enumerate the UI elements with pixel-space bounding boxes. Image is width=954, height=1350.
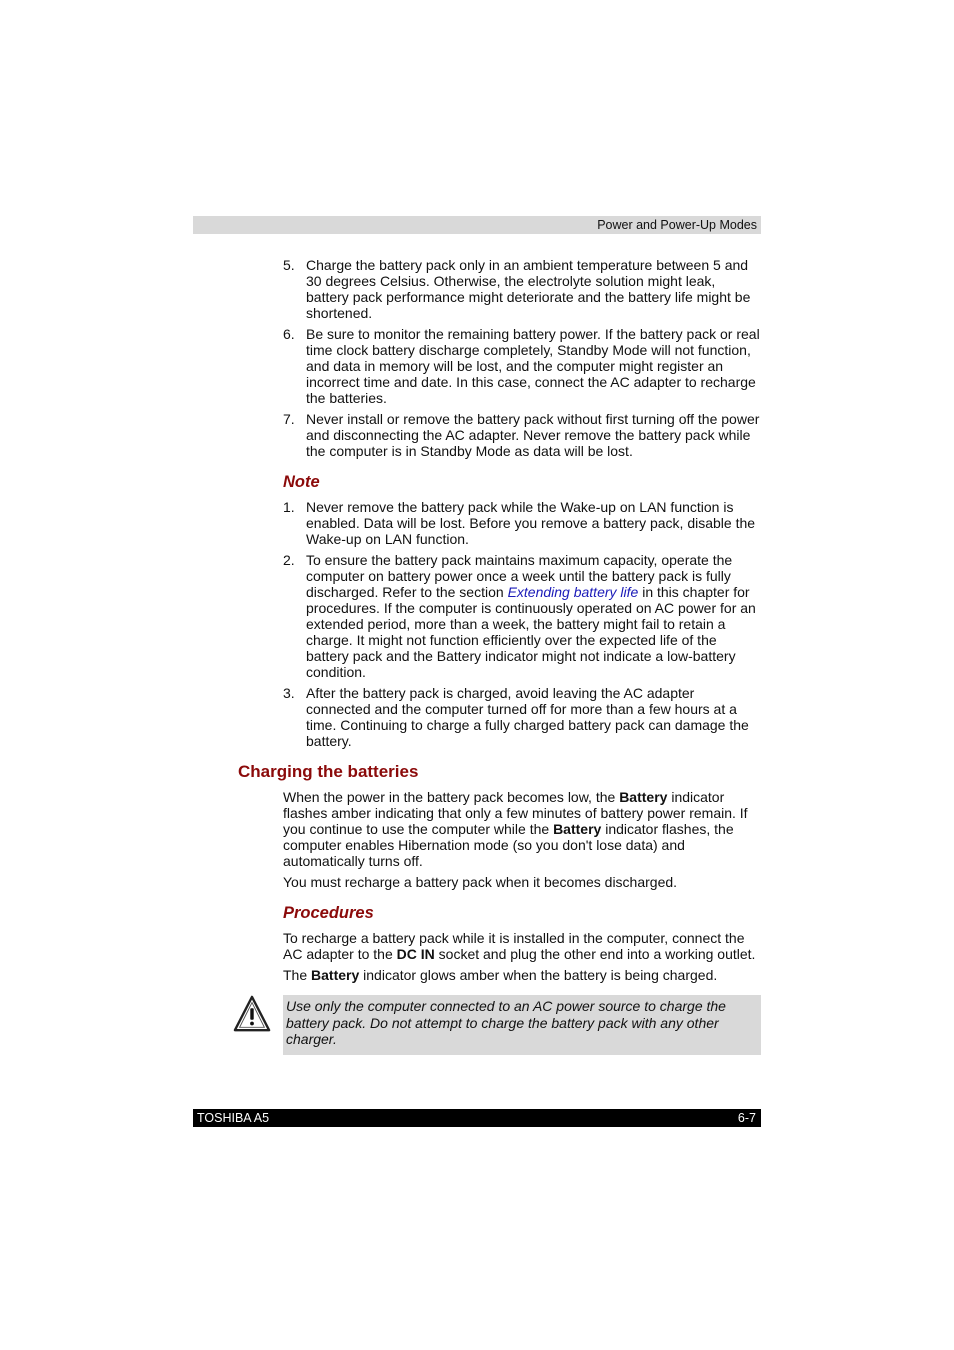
bold-term: Battery	[553, 821, 602, 837]
extending-battery-life-link[interactable]: Extending battery life	[507, 584, 639, 600]
charging-paragraph-1	[283, 789, 761, 869]
note-heading: Note	[283, 473, 320, 491]
caution-block	[283, 995, 761, 1055]
footer-bar	[193, 1109, 761, 1127]
list-item	[283, 499, 761, 547]
list-item	[283, 257, 761, 321]
procedures-paragraph-1	[283, 930, 761, 962]
procedures-paragraph-2	[283, 967, 761, 983]
page-number: 6-7	[737, 1111, 756, 1125]
bold-term: Battery	[619, 789, 668, 805]
list-item-number: 1.	[283, 499, 295, 515]
list-item-text: Charge the battery pack only in an ambient temperature between 5 and 30 degrees Celsius. Otherwise, the electrolyte solution might leak, battery pack performance might deteriorate and the battery life might be shortened.	[306, 257, 751, 321]
running-head-title: Power and Power-Up Modes	[597, 218, 757, 232]
list-item	[283, 411, 761, 459]
charging-paragraph-2: You must recharge a battery pack when it becomes discharged.	[283, 874, 678, 890]
list-item-text: After the battery pack is charged, avoid leaving the AC adapter connected and the computer turned off for more than a few hours at a time. Continuing to charge a fully charged battery pack can damage the battery.	[306, 685, 749, 749]
numbered-list-top	[283, 257, 761, 459]
list-item-number: 5.	[283, 257, 295, 273]
running-header-bar	[193, 216, 761, 234]
text-run: indicator glows amber when the battery is being charged.	[359, 967, 718, 983]
list-item	[283, 685, 761, 749]
list-item-text: Never remove the battery pack while the Wake-up on LAN function is enabled. Data will be lost. Before you remove a battery pack, disable the Wake-up on LAN function.	[306, 499, 756, 547]
text-run: indicator flashes, the computer enables Hibernation mode (so you don't lose data) and automatically turns off.	[283, 821, 734, 869]
note-list	[283, 499, 761, 749]
text-run: The	[283, 967, 312, 983]
list-item-number: 7.	[283, 411, 295, 427]
footer-product-name: TOSHIBA A5	[197, 1111, 270, 1125]
warning-triangle-icon	[233, 995, 271, 1033]
page-content	[238, 257, 761, 1055]
list-item	[283, 552, 761, 680]
text-run: When the power in the battery pack becomes low, the	[283, 789, 620, 805]
list-item-number: 3.	[283, 685, 295, 701]
list-item-text: Never install or remove the battery pack without first turning off the power and disconnecting the AC adapter. Never remove the battery pack while the computer is in Standby Mode as data will be lost.	[306, 411, 760, 459]
list-item-number: 2.	[283, 552, 295, 568]
text-run: indicator flashes amber indicating that only a few minutes of battery power remain. If you continue to use the computer while the	[283, 789, 748, 837]
list-item	[283, 326, 761, 406]
charging-section-heading: Charging the batteries	[238, 762, 419, 781]
list-item-text: To ensure the battery pack maintains maximum capacity, operate the computer on battery power once a week until the battery pack is fully discharged. Refer to the section	[306, 552, 733, 600]
bold-term: DC IN	[396, 946, 435, 962]
list-item-text-cont: in this chapter for procedures. If the computer is continuously operated on AC power for an extended period, more than a week, the battery might fail to retain a charge. It might not function efficiently over the expected life of the battery pack and the Battery indicator might not indicate a low-battery condition.	[306, 584, 756, 680]
text-run: To recharge a battery pack while it is installed in the computer, connect the AC adapter to the	[283, 930, 745, 962]
text-run: socket and plug the other end into a working outlet.	[434, 946, 756, 962]
bold-term: Battery	[311, 967, 360, 983]
caution-text-box: Use only the computer connected to an AC power source to charge the battery pack. Do not attempt to charge the battery pack with any other charger.	[283, 995, 761, 1055]
list-item-number: 6.	[283, 326, 295, 342]
list-item-text: Be sure to monitor the remaining battery power. If the battery pack or real time clock battery discharge completely, Standby Mode will not function, and data in memory will be lost, and the computer might register an incorrect time and date. In this case, connect the AC adapter to recharge the batteries.	[306, 326, 760, 406]
procedures-heading: Procedures	[283, 904, 374, 922]
